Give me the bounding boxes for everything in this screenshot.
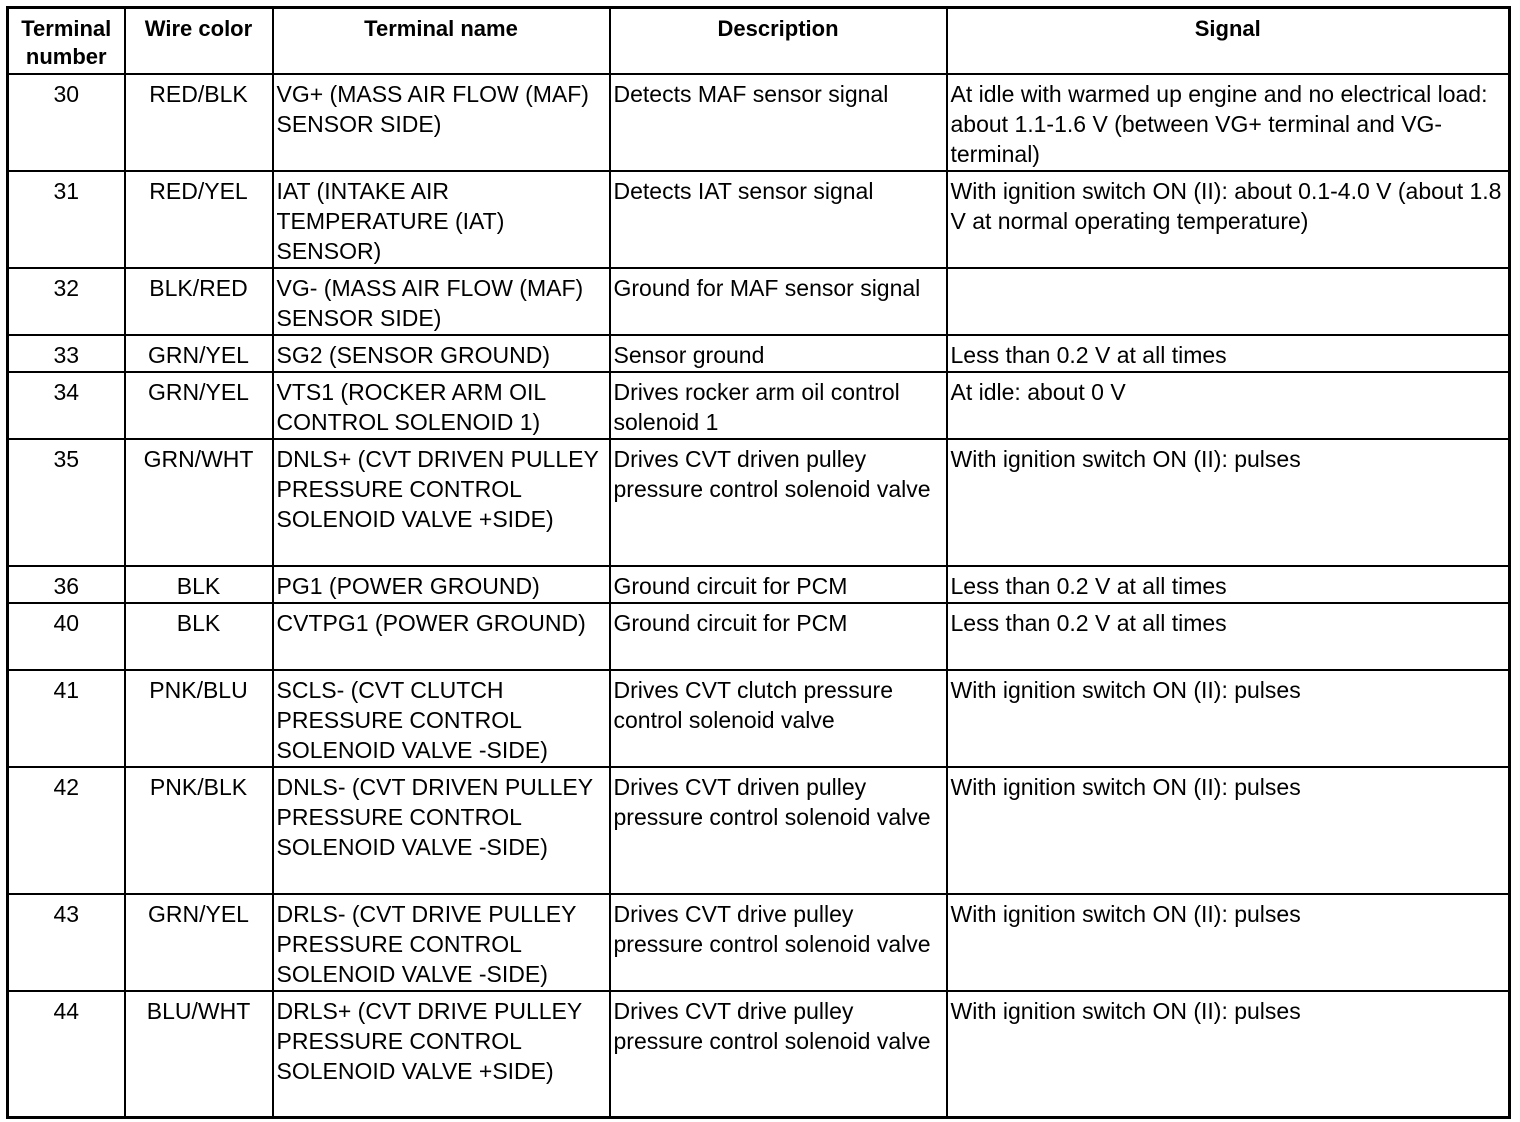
- table-row: [8, 566, 1510, 603]
- terminal-number-cell: 32: [8, 268, 125, 335]
- table-row: [8, 603, 1510, 670]
- header-description: Description: [610, 8, 947, 74]
- signal-cell: At idle with warmed up engine and no electrical load: about 1.1-1.6 V (between VG+ terminal and VG- terminal): [947, 74, 1510, 171]
- table-row: [8, 171, 1510, 268]
- terminal-number-cell: 34: [8, 372, 125, 439]
- description-cell: Drives CVT clutch pressure control solenoid valve: [610, 670, 947, 767]
- wire-color-cell: BLK: [125, 603, 273, 670]
- signal-cell: Less than 0.2 V at all times: [947, 603, 1510, 670]
- signal-cell: With ignition switch ON (II): pulses: [947, 439, 1510, 566]
- signal-cell: [947, 268, 1510, 335]
- terminal-name-cell: DNLS- (CVT DRIVEN PULLEY PRESSURE CONTROL SOLENOID VALVE -SIDE): [273, 767, 610, 894]
- terminal-name-cell: SG2 (SENSOR GROUND): [273, 335, 610, 372]
- signal-cell: At idle: about 0 V: [947, 372, 1510, 439]
- signal-cell: With ignition switch ON (II): pulses: [947, 767, 1510, 894]
- wire-color-cell: GRN/WHT: [125, 439, 273, 566]
- terminal-name-cell: CVTPG1 (POWER GROUND): [273, 603, 610, 670]
- signal-cell: With ignition switch ON (II): pulses: [947, 894, 1510, 991]
- terminal-number-cell: 42: [8, 767, 125, 894]
- terminal-number-cell: 40: [8, 603, 125, 670]
- terminal-name-cell: SCLS- (CVT CLUTCH PRESSURE CONTROL SOLENOID VALVE -SIDE): [273, 670, 610, 767]
- description-cell: Ground circuit for PCM: [610, 603, 947, 670]
- terminal-number-cell: 31: [8, 171, 125, 268]
- terminal-name-cell: PG1 (POWER GROUND): [273, 566, 610, 603]
- description-cell: Drives CVT driven pulley pressure control solenoid valve: [610, 767, 947, 894]
- table-row: [8, 670, 1510, 767]
- wire-color-cell: GRN/YEL: [125, 335, 273, 372]
- description-cell: Ground for MAF sensor signal: [610, 268, 947, 335]
- description-cell: Sensor ground: [610, 335, 947, 372]
- terminal-number-cell: 33: [8, 335, 125, 372]
- terminal-name-cell: DNLS+ (CVT DRIVEN PULLEY PRESSURE CONTROL SOLENOID VALVE +SIDE): [273, 439, 610, 566]
- signal-cell: With ignition switch ON (II): pulses: [947, 991, 1510, 1118]
- terminal-name-cell: IAT (INTAKE AIR TEMPERATURE (IAT) SENSOR): [273, 171, 610, 268]
- table-row: [8, 767, 1510, 894]
- terminal-number-cell: 43: [8, 894, 125, 991]
- table-row: [8, 268, 1510, 335]
- header-terminal-number: Terminal number: [8, 8, 125, 74]
- terminal-name-cell: DRLS+ (CVT DRIVE PULLEY PRESSURE CONTROL SOLENOID VALVE +SIDE): [273, 991, 610, 1118]
- wire-color-cell: GRN/YEL: [125, 372, 273, 439]
- header-wire-color: Wire color: [125, 8, 273, 74]
- table-row: [8, 894, 1510, 991]
- description-cell: Ground circuit for PCM: [610, 566, 947, 603]
- header-terminal-name: Terminal name: [273, 8, 610, 74]
- signal-cell: Less than 0.2 V at all times: [947, 335, 1510, 372]
- terminal-name-cell: DRLS- (CVT DRIVE PULLEY PRESSURE CONTROL SOLENOID VALVE -SIDE): [273, 894, 610, 991]
- terminal-number-cell: 35: [8, 439, 125, 566]
- signal-cell: With ignition switch ON (II): about 0.1-4.0 V (about 1.8 V at normal operating temperature): [947, 171, 1510, 268]
- terminal-name-cell: VTS1 (ROCKER ARM OIL CONTROL SOLENOID 1): [273, 372, 610, 439]
- wire-color-cell: RED/YEL: [125, 171, 273, 268]
- wire-color-cell: PNK/BLK: [125, 767, 273, 894]
- table-header-row: [8, 8, 1510, 74]
- wire-color-cell: RED/BLK: [125, 74, 273, 171]
- description-cell: Detects MAF sensor signal: [610, 74, 947, 171]
- terminal-table: [6, 6, 1511, 1119]
- description-cell: Detects IAT sensor signal: [610, 171, 947, 268]
- table-row: [8, 372, 1510, 439]
- signal-cell: Less than 0.2 V at all times: [947, 566, 1510, 603]
- description-cell: Drives CVT drive pulley pressure control solenoid valve: [610, 894, 947, 991]
- wire-color-cell: BLK: [125, 566, 273, 603]
- description-cell: Drives CVT drive pulley pressure control solenoid valve: [610, 991, 947, 1118]
- terminal-number-cell: 36: [8, 566, 125, 603]
- terminal-number-cell: 30: [8, 74, 125, 171]
- signal-cell: With ignition switch ON (II): pulses: [947, 670, 1510, 767]
- terminal-number-cell: 41: [8, 670, 125, 767]
- header-signal: Signal: [947, 8, 1510, 74]
- wire-color-cell: BLK/RED: [125, 268, 273, 335]
- description-cell: Drives rocker arm oil control solenoid 1: [610, 372, 947, 439]
- wire-color-cell: GRN/YEL: [125, 894, 273, 991]
- table-row: [8, 991, 1510, 1118]
- table-row: [8, 335, 1510, 372]
- terminal-name-cell: VG+ (MASS AIR FLOW (MAF) SENSOR SIDE): [273, 74, 610, 171]
- table-row: [8, 74, 1510, 171]
- table-row: [8, 439, 1510, 566]
- wire-color-cell: PNK/BLU: [125, 670, 273, 767]
- terminal-number-cell: 44: [8, 991, 125, 1118]
- description-cell: Drives CVT driven pulley pressure control solenoid valve: [610, 439, 947, 566]
- wire-color-cell: BLU/WHT: [125, 991, 273, 1118]
- terminal-name-cell: VG- (MASS AIR FLOW (MAF) SENSOR SIDE): [273, 268, 610, 335]
